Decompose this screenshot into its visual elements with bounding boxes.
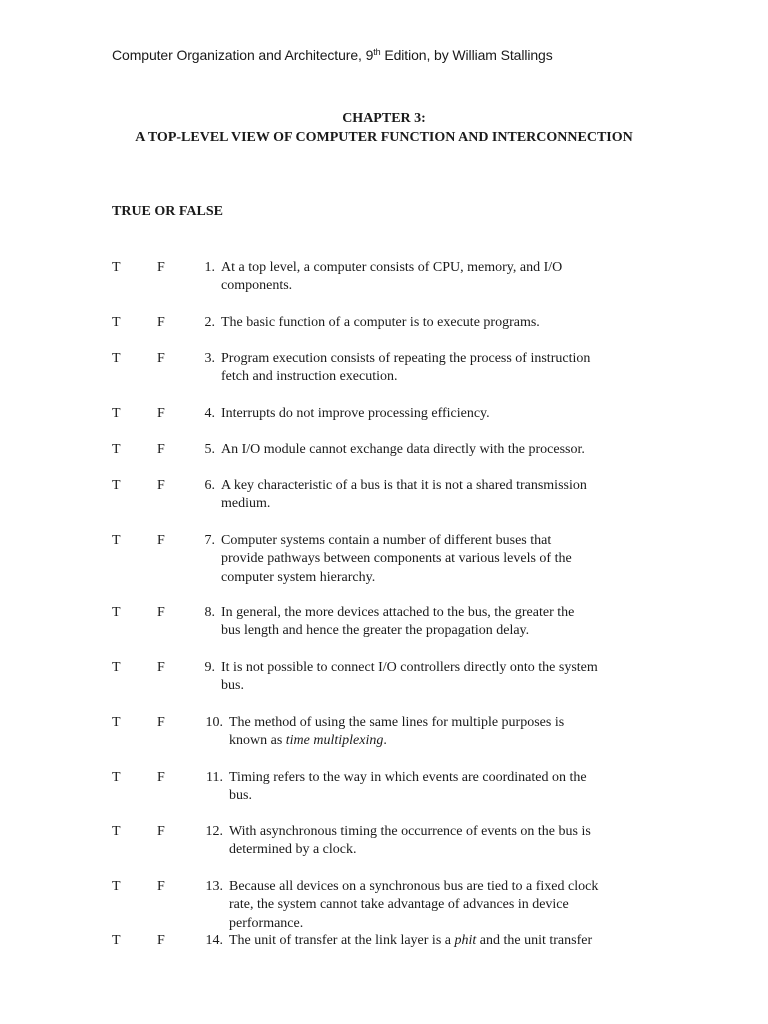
italic-term: time multiplexing: [285, 733, 384, 749]
answer-false-option: F: [157, 824, 165, 839]
question-number: 12.: [205, 824, 223, 839]
question-text-line: It is not possible to connect I/O controllers directly onto the system: [221, 660, 598, 675]
answer-false-option: F: [157, 605, 165, 620]
question-number: 11.: [206, 770, 223, 785]
answer-true-option: T: [112, 260, 121, 275]
question-text-line: An I/O module cannot exchange data directly with the processor.: [221, 442, 585, 457]
chapter-number: CHAPTER 3:: [342, 111, 426, 126]
italic-term: phit: [454, 933, 477, 948]
answer-true-option: T: [112, 315, 121, 330]
question-text-line: With asynchronous timing the occurrence of events on the bus is: [229, 824, 591, 839]
answer-true-option: T: [112, 824, 121, 839]
header-text-suffix: Edition, by William Stallings: [380, 47, 553, 63]
question-text-line: bus length and hence the greater the propagation delay.: [221, 623, 530, 639]
question-text: [221, 604, 661, 641]
question-text-line: known as time multiplexing.: [229, 733, 387, 749]
question-text: [229, 878, 669, 933]
question-number: 1.: [204, 260, 215, 275]
question-text-line: computer system hierarchy.: [221, 569, 376, 585]
question-number: 6.: [204, 478, 215, 493]
question-text-line: Program execution consists of repeating the process of instruction: [221, 351, 591, 366]
question-text-line: bus.: [229, 788, 252, 804]
answer-false-option: F: [157, 715, 165, 730]
answer-false-option: F: [157, 660, 165, 675]
answer-true-option: T: [112, 715, 121, 730]
question-text-line: Computer systems contain a number of different buses that: [221, 533, 552, 548]
question-number: 3.: [204, 351, 215, 366]
question-text-line: Timing refers to the way in which events are coordinated on the: [229, 770, 587, 785]
question-text-line: The basic function of a computer is to execute programs.: [221, 315, 540, 330]
answer-true-option: T: [112, 933, 121, 948]
answer-false-option: F: [157, 933, 165, 948]
question-number: 9.: [204, 660, 215, 675]
question-text: [221, 314, 661, 332]
question-text-line: components.: [221, 278, 293, 294]
answer-false-option: F: [157, 351, 165, 366]
answer-false-option: F: [157, 406, 165, 421]
header-text: Computer Organization and Architecture, 9: [112, 47, 374, 63]
answer-true-option: T: [112, 660, 121, 675]
answer-false-option: F: [157, 478, 165, 493]
answer-false-option: F: [157, 260, 165, 275]
question-number: 4.: [204, 406, 215, 421]
question-text-line: A key characteristic of a bus is that it is not a shared transmission: [221, 478, 587, 493]
header-superscript: th: [373, 47, 381, 57]
question-text: [229, 769, 669, 806]
question-text: [221, 441, 661, 459]
question-text-line: bus.: [221, 678, 244, 694]
question-text: [221, 259, 661, 296]
answer-false-option: F: [157, 533, 165, 548]
answer-false-option: F: [157, 770, 165, 785]
question-text: [229, 932, 669, 950]
question-text-line: provide pathways between components at various levels of the: [221, 551, 572, 567]
answer-false-option: F: [157, 879, 165, 894]
question-text: [221, 659, 661, 696]
answer-true-option: T: [112, 351, 121, 366]
page-header: [112, 47, 553, 63]
question-text: [229, 823, 669, 860]
answer-true-option: T: [112, 605, 121, 620]
question-text-line: At a top level, a computer consists of CPU, memory, and I/O: [221, 260, 563, 275]
question-text-line: In general, the more devices attached to the bus, the greater the: [221, 605, 575, 620]
question-number: 5.: [204, 442, 215, 457]
question-text-line: Because all devices on a synchronous bus are tied to a fixed clock: [229, 879, 599, 894]
answer-true-option: T: [112, 442, 121, 457]
question-number: 14.: [205, 933, 223, 948]
question-text: [221, 350, 661, 387]
chapter-title: A TOP-LEVEL VIEW OF COMPUTER FUNCTION AND INTERCONNECTION: [135, 130, 633, 145]
question-text-line: determined by a clock.: [229, 842, 357, 858]
question-text: [221, 477, 661, 514]
answer-true-option: T: [112, 406, 121, 421]
question-text: [221, 532, 661, 587]
answer-false-option: F: [157, 315, 165, 330]
question-text: [221, 405, 661, 423]
question-text-line: fetch and instruction execution.: [221, 369, 398, 385]
answer-true-option: T: [112, 533, 121, 548]
question-text-line: The method of using the same lines for multiple purposes is: [229, 715, 565, 730]
question-number: 10.: [205, 715, 223, 730]
question-text-line: The unit of transfer at the link layer is a phit and the unit transfer: [229, 933, 593, 948]
question-text-line: medium.: [221, 496, 271, 512]
question-number: 8.: [204, 605, 215, 620]
question-text: [229, 714, 669, 751]
answer-true-option: T: [112, 478, 121, 493]
answer-true-option: T: [112, 770, 121, 785]
answer-false-option: F: [157, 442, 165, 457]
question-number: 7.: [204, 533, 215, 548]
question-text-line: rate, the system cannot take advantage of advances in device: [229, 897, 569, 913]
answer-true-option: T: [112, 879, 121, 894]
question-text-line: Interrupts do not improve processing efficiency.: [221, 406, 490, 421]
section-title: TRUE OR FALSE: [112, 204, 223, 219]
question-text-line: performance.: [229, 915, 304, 931]
question-number: 2.: [204, 315, 215, 330]
question-number: 13.: [205, 879, 223, 894]
